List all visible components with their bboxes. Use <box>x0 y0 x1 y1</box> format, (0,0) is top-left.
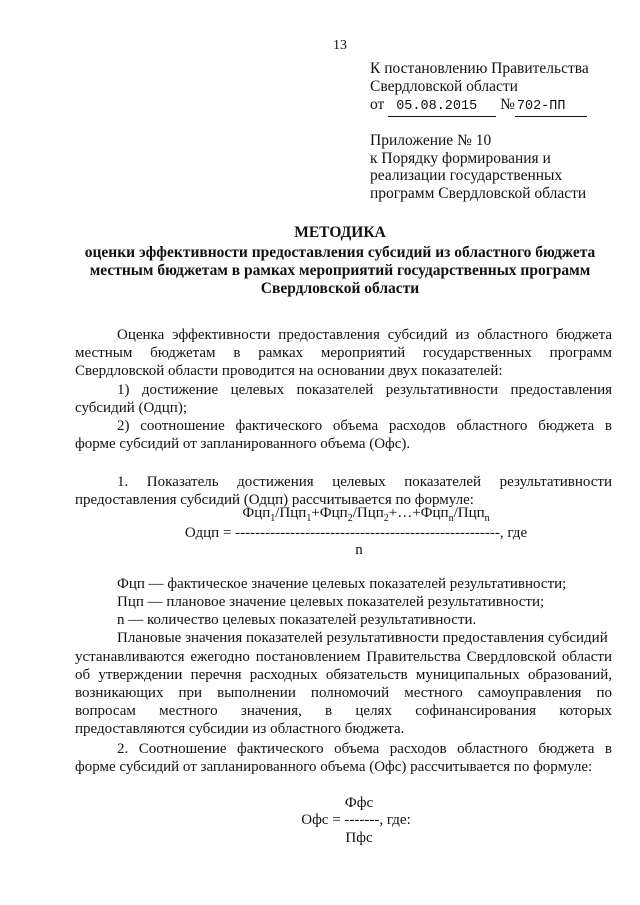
formula2-denominator: Пфс <box>345 830 373 846</box>
resolution-date-line <box>370 96 589 117</box>
planned-line-2: устанавливаются ежегодно постановлением Правительства Свердловской области <box>75 649 612 665</box>
formula2-main-line <box>0 812 640 829</box>
from-label: от <box>370 96 385 113</box>
formula1-main-line <box>0 525 640 542</box>
planned-line-6: предоставляются субсидии из областного бюджета. <box>75 721 405 737</box>
formula1-where: , где <box>499 525 528 541</box>
title-line-3: местным бюджетам в рамках мероприятий государственных программ <box>89 262 591 279</box>
title-line-2: оценки эффективности предоставления субсидий из областного бюджета <box>84 244 596 261</box>
resolution-date: 05.08.2015 <box>388 98 496 117</box>
intro-line-6: 2) соотношение фактического объема расходов областного бюджета в <box>117 418 612 434</box>
intro-line-3: Свердловской области проводится на основании двух показателей: <box>75 363 503 379</box>
definition-2: Пцп — плановое значение целевых показателей результативности; <box>117 594 545 610</box>
formula1-denominator: n <box>355 542 363 558</box>
formula2-where: , где: <box>379 812 411 828</box>
section2-line-2: форме субсидий от запланированного объема (Офс) рассчитывается по формуле: <box>75 759 593 775</box>
document-title: МЕТОДИКА <box>294 224 386 241</box>
formula2-fraction-bar: ------- <box>344 812 380 828</box>
resolution-reference <box>370 60 589 117</box>
appendix-line-1: Приложение № 10 <box>370 132 492 149</box>
intro-line-1: Оценка эффективности предоставления субсидий из областного бюджета <box>117 327 612 343</box>
section1-line-2: предоставления субсидий (Одцп) рассчитывается по формуле: <box>75 492 474 508</box>
resolution-line-2: Свердловской области <box>370 78 518 95</box>
number-sign: № <box>500 96 515 113</box>
definition-3: n — количество целевых показателей результативности. <box>117 612 477 628</box>
intro-line-2: местным бюджетам в рамках мероприятий государственных программ <box>75 345 612 361</box>
planned-line-4: возникающих при выполнении полномочий местного самоуправления по <box>75 685 612 701</box>
intro-line-4: 1) достижение целевых показателей результативности предоставления <box>117 382 612 398</box>
section1-line-1: 1. Показатель достижения целевых показателей результативности <box>117 474 612 490</box>
formula1-fraction-bar: ----------------------------------------------------- <box>235 525 500 541</box>
page-number: 13 <box>333 38 347 53</box>
formula2-lhs: Офс = <box>301 812 345 828</box>
appendix-reference <box>370 132 586 202</box>
appendix-line-4: программ Свердловской области <box>370 184 587 202</box>
formula2-numerator: Ффс <box>344 795 374 811</box>
intro-line-5: субсидий (Одцп); <box>75 400 187 416</box>
appendix-line-3: реализации государственных <box>370 167 563 184</box>
title-line-4: Свердловской области <box>260 280 420 297</box>
section2-line-1: 2. Соотношение фактического объема расходов областного бюджета в <box>117 741 612 757</box>
planned-line-3: об утверждении перечня расходных обязательств муниципальных образований, <box>75 667 612 683</box>
resolution-number: 702-ПП <box>515 98 587 117</box>
planned-line-1: Плановые значения показателей результативности предоставления субсидий <box>117 630 608 646</box>
formula1-numerator: Фцп$_1$/Пцп$_1$+Фцп$_2$/Пцп$_2$+…+Фцп$_n$/Пцп$_n$ <box>242 505 490 524</box>
intro-line-7: форме субсидий от запланированного объема (Офс). <box>75 436 411 452</box>
formula1-lhs: Одцп = <box>184 525 236 541</box>
definition-1: Фцп — фактическое значение целевых показателей результативности; <box>117 576 567 592</box>
planned-line-5: вопросам местного значения, в целях софинансирования которых <box>75 703 612 719</box>
appendix-line-2: к Порядку формирования и <box>370 149 551 167</box>
resolution-line-1: К постановлению Правительства <box>370 60 589 77</box>
